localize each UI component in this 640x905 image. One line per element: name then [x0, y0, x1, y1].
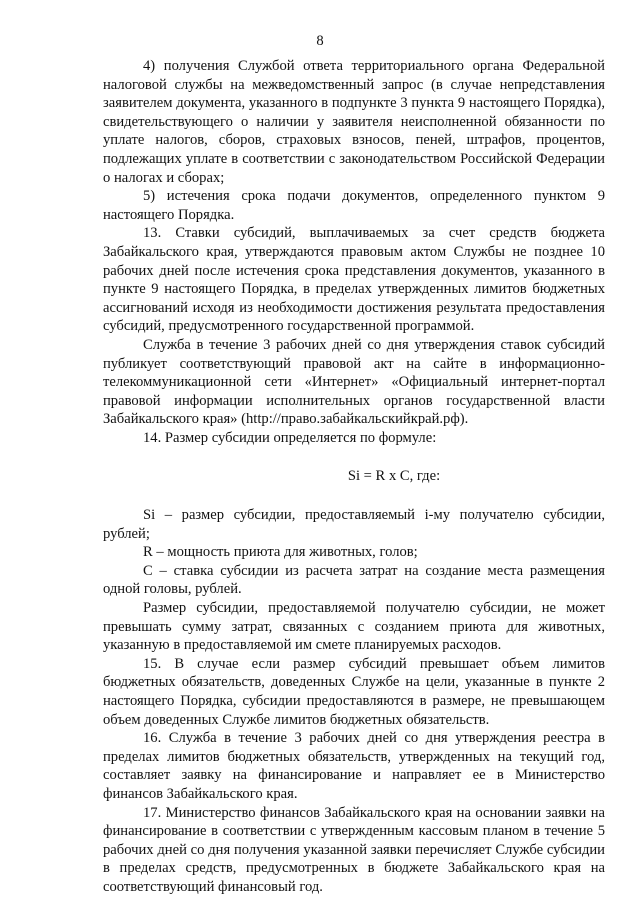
subsidy-formula: Si = R x C, где:	[347, 468, 441, 485]
paragraph: 4) получения Службой ответа территориального органа Федеральной налоговой службы на межведомственный запрос (в случае непредставления заявителем документа, указанного в подпункте 3 пункта 9 настоящего Порядка), свидетельствующего о наличии у заявителя неисполненной обязанности по уплате налогов, сборов, страховых взносов, пеней, штрафов, процентов, подлежащих уплате в соответствии с законодательством Российской Федерации о налогах и сборах;	[103, 58, 605, 186]
paragraph: 17. Министерство финансов Забайкальского края на основании заявки на финансирование в соответствии с утвержденным кассовым планом в течение 5 рабочих дней со дня получения указанной заявки перечисляет Службе субсидии в пределах средств, предусмотренных в бюджете Забайкальского края на соответствующий финансовый год.	[103, 804, 605, 895]
definition-r: R – мощность приюта для животных, голов;	[143, 544, 418, 561]
paragraph: Служба в течение 3 рабочих дней со дня утверждения ставок субсидий публикует соответствующий правовой акт на сайте в информационно-телекоммуникационной сети «Интернет» «Официальный интернет-портал правовой информации исполнительных органов государственной власти Забайкальского края» (http://право.забайкальскийкрай.рф).	[103, 336, 605, 428]
document-body	[103, 57, 605, 897]
paragraph: 5) истечения срока подачи документов, определенного пунктом 9 настоящего Порядка.	[103, 188, 605, 223]
page-number: 8	[316, 33, 324, 49]
paragraph: Размер субсидии, предоставляемой получателю субсидии, не может превышать сумму затрат, связанных с созданием приюта для животных, указанную в предоставляемой им смете планируемых расходов.	[103, 600, 605, 654]
definition-si: Si – размер субсидии, предоставляемый i-му получателю субсидии, рублей;	[103, 507, 605, 542]
paragraph: 16. Служба в течение 3 рабочих дней со дня утверждения реестра в пределах лимитов бюджетных обязательств, утвержденных на текущий год, составляет заявку на финансирование и направляет ее в Министерство финансов Забайкальского края.	[103, 730, 605, 802]
paragraph: 14. Размер субсидии определяется по формуле:	[143, 429, 437, 446]
paragraph: 13. Ставки субсидий, выплачиваемых за счет средств бюджета Забайкальского края, утверждаются правовым актом Службы не позднее 10 рабочих дней после истечения срока представления документов, указанного в пункте 9 настоящего Порядка, в пределах утвержденных лимитов бюджетных ассигнований исходя из необходимости достижения результата предоставления субсидий, предусмотренного государственной программой.	[103, 225, 605, 335]
paragraph: 15. В случае если размер субсидий превышает объем лимитов бюджетных обязательств, доведенных Службе на цели, указанные в пункте 2 настоящего Порядка, субсидии предоставляются в размере, не превышающем объем доведенных Службе лимитов бюджетных обязательств.	[103, 655, 605, 728]
definition-c: C – ставка субсидии из расчета затрат на создание места размещения одной головы, рублей.	[103, 562, 605, 598]
